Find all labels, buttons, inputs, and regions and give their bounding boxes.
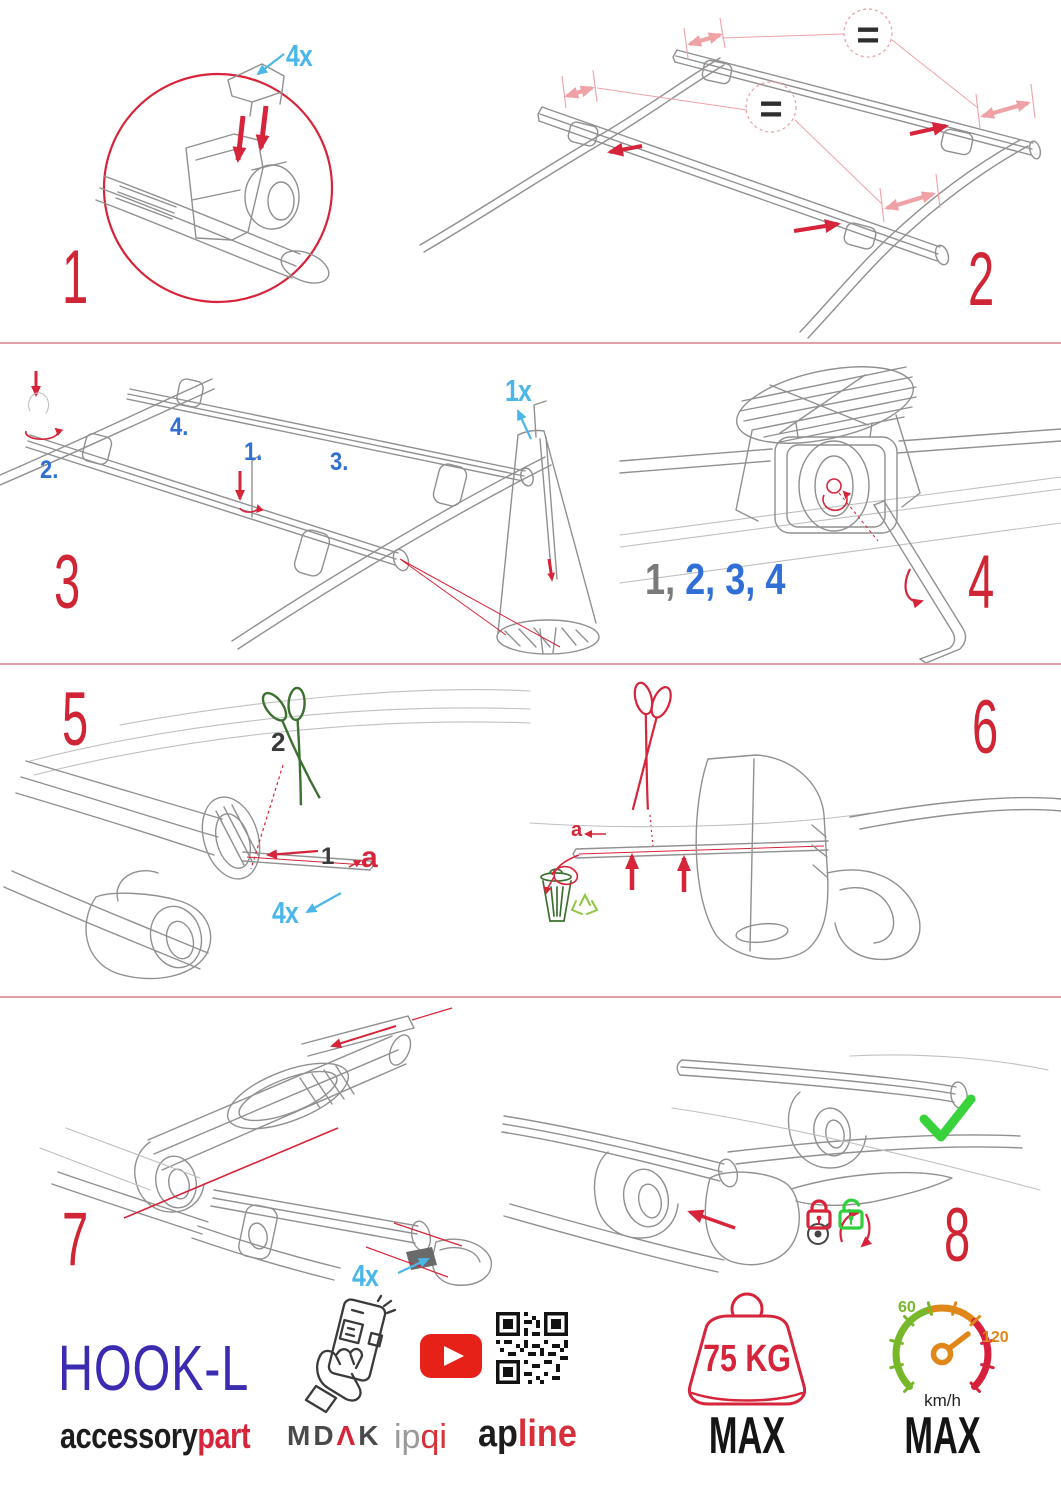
substep-2-label: 2.: [40, 456, 59, 484]
dimension-arrows: [562, 18, 1035, 222]
apline-black: ap: [478, 1413, 518, 1455]
push-arrows: [610, 126, 946, 231]
scan-qr-phone-icon: [310, 1296, 402, 1408]
strip-a-label: a: [361, 841, 378, 874]
step-4-illustration: [620, 345, 1061, 665]
bar-open-top: [148, 1032, 415, 1170]
speed-low-label: 60: [898, 1299, 916, 1316]
step-3-quantity-label: 1x: [505, 373, 531, 408]
assembled-ok: [672, 1055, 1048, 1190]
loosen-hint: [26, 371, 58, 439]
clamp-hook: [827, 798, 1061, 960]
trash-bin-icon: [541, 869, 571, 921]
allen-key: [874, 501, 966, 663]
step-3-illustration: [0, 345, 640, 665]
mdak-k: K: [358, 1420, 382, 1451]
apline-red: line: [517, 1413, 577, 1455]
slide-arrow: [690, 1212, 735, 1228]
section-divider: [0, 342, 1061, 344]
crossbar-open-end: [16, 761, 269, 886]
insert-arrow: [261, 106, 266, 148]
qty-pointer: [307, 893, 341, 912]
qr-code: [496, 1312, 568, 1384]
speed-max-label: MAX: [904, 1407, 981, 1465]
strip-out: [302, 1008, 452, 1056]
step-2-number: 2: [968, 237, 993, 322]
scissors-icon: [619, 679, 675, 813]
substep-4-label: 4.: [170, 413, 189, 441]
section-divider: [0, 996, 1061, 998]
excess-strip: [573, 841, 828, 858]
ipqi-red: qi: [420, 1418, 447, 1456]
step-5-quantity-label: 4x: [272, 895, 298, 930]
lock-cover-step: [502, 1116, 952, 1272]
projection-lines: [400, 559, 560, 647]
front-crossbar: [26, 435, 411, 573]
speed-high-label: 120: [982, 1329, 1009, 1346]
front-crossbar: [538, 107, 951, 266]
substep-3-label: 3.: [330, 448, 349, 476]
equal-spacing-badge: =: [856, 13, 880, 57]
step-7-number: 7: [62, 1197, 87, 1282]
weight-max-label: MAX: [708, 1407, 786, 1465]
mounting-foot: [4, 871, 211, 979]
substep-1-label: 1.: [244, 438, 263, 466]
tighten-sequence-label: [645, 555, 786, 604]
sequence-todo: 2, 3, 4: [675, 555, 786, 604]
ipqi-logo: [394, 1420, 447, 1454]
ipqi-gray: ip: [394, 1418, 421, 1456]
turn-arrow: [906, 569, 922, 602]
checkmark-icon: [924, 1099, 971, 1137]
roof-rails: [420, 58, 1028, 338]
apline-logo: [478, 1415, 577, 1453]
step-1-quantity-label: 4x: [286, 38, 312, 73]
rear-crossbar: [673, 50, 1042, 160]
brand-suffix: part: [197, 1415, 251, 1456]
step-1-number: 1: [62, 235, 87, 320]
youtube-icon: [420, 1334, 482, 1378]
cut-step-label: 2: [271, 727, 286, 757]
equal-spacing-badge: =: [759, 87, 783, 131]
bar-endcap-detail: [192, 1190, 491, 1285]
speed-unit-label: km/h: [924, 1391, 961, 1410]
bar-cross-section: [730, 353, 920, 457]
brand-logo: [60, 1415, 251, 1456]
mdak-md: MD: [287, 1420, 337, 1451]
weight-limit-value: 75 KG: [703, 1338, 791, 1380]
insert-direction-arrow: [268, 851, 318, 855]
clamp-detail: [736, 415, 920, 541]
step-3-number: 3: [54, 540, 79, 625]
sequence-done: 1,: [645, 555, 676, 604]
crossbar: [96, 176, 333, 289]
step-8-number: 8: [944, 1193, 969, 1278]
step-4-number: 4: [968, 540, 993, 625]
strip-a-label: a: [571, 819, 583, 841]
step-5-number: 5: [62, 677, 87, 762]
insert-step-label: 1: [321, 843, 335, 870]
step-8-illustration: [500, 1000, 1061, 1310]
product-name: HOOK-L: [58, 1332, 250, 1404]
cut-line: [650, 815, 653, 847]
mdak-lambda: Λ: [336, 1420, 359, 1451]
step-7-quantity-label: 4x: [352, 1258, 378, 1293]
recycle-icon: [572, 895, 597, 914]
mounting-feet: [81, 378, 468, 578]
brand-prefix: accessory: [60, 1415, 198, 1456]
mdak-logo: [287, 1422, 381, 1450]
step-2-illustration: [420, 0, 1061, 340]
rubber-strip: [243, 852, 374, 870]
clamp-body: [186, 134, 299, 240]
strip-tool-detail: [497, 401, 599, 654]
insert-arrow: [238, 116, 243, 160]
step-6-number: 6: [972, 685, 997, 770]
clamp-body: [696, 755, 828, 959]
